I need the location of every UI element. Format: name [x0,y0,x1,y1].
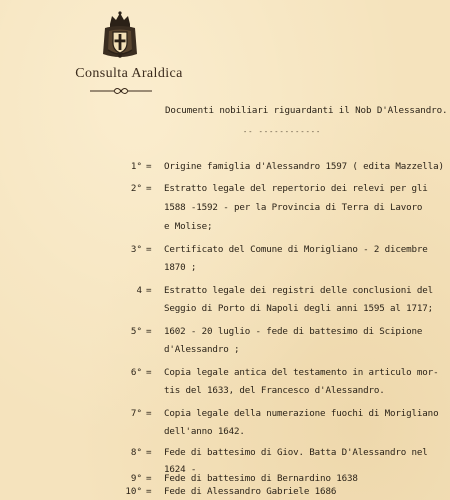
entry-line: 1624 - [164,464,197,475]
entry-separator: = [146,244,152,255]
entry-number: 3° [130,244,142,255]
entry-separator: = [146,183,152,194]
entry-separator: = [146,161,152,172]
entry-line: Fede di battesimo di Giov. Batta D'Alessandro nel [164,447,428,458]
entry-separator: = [146,447,152,458]
entry-number: 8° [130,447,142,458]
entry-line: d'Alessandro ; [164,344,240,355]
entry-separator: = [146,486,152,497]
entry-number: 6° [130,367,142,378]
entry-line: 1588 -1592 - per la Provincia di Terra di Lavoro [164,202,423,213]
entry-separator: = [146,326,152,337]
entry-line: e Molise; [164,221,213,232]
document-title: Documenti nobiliari riguardanti il Nob D'Alessandro. [165,105,448,116]
entry-separator: = [146,473,152,484]
entry-separator: = [146,408,152,419]
letterhead-title: Consulta Araldica [75,66,183,81]
entry-line: Estratto legale dei registri delle conclusioni del [164,285,434,296]
entry-line: Fede di battesimo di Bernardino 1638 [164,473,358,484]
flourish-divider-icon [90,86,152,96]
title-separator: -- ------------ [243,128,322,136]
entry-number: 7° [130,408,142,419]
entry-line: Copia legale antica del testamento in articulo mor- [164,367,439,378]
entry-line: Certificato del Comune di Morigliano - 2 dicembre [164,244,428,255]
entry-line: dell'anno 1642. [164,426,245,437]
entry-line: Copia legale della numerazione fuochi di Morigliano [164,408,439,419]
entry-separator: = [146,285,152,296]
entry-line: tis del 1633, del Francesco d'Alessandro. [164,385,385,396]
entry-line: Fede di Alessandro Gabriele 1686 [164,486,337,497]
entry-line: 1870 ; [164,262,197,273]
entry-line: Origine famiglia d'Alessandro 1597 ( edita Mazzella) [164,161,444,172]
savoy-crown-crest-icon [100,10,140,60]
entry-number: 1° [130,161,142,172]
entry-number: 4 [136,285,142,296]
entry-line: Estratto legale del repertorio dei relevi per gli [164,183,428,194]
entry-number: 5° [130,326,142,337]
entry-line: Seggio di Porto di Napoli degli anni 1595 al 1717; [164,303,434,314]
entry-separator: = [146,367,152,378]
entry-line: 1602 - 20 luglio - fede di battesimo di Scipione [164,326,423,337]
entry-number: 10° [125,486,142,497]
entry-number: 2° [130,183,142,194]
entry-number: 9° [130,473,142,484]
